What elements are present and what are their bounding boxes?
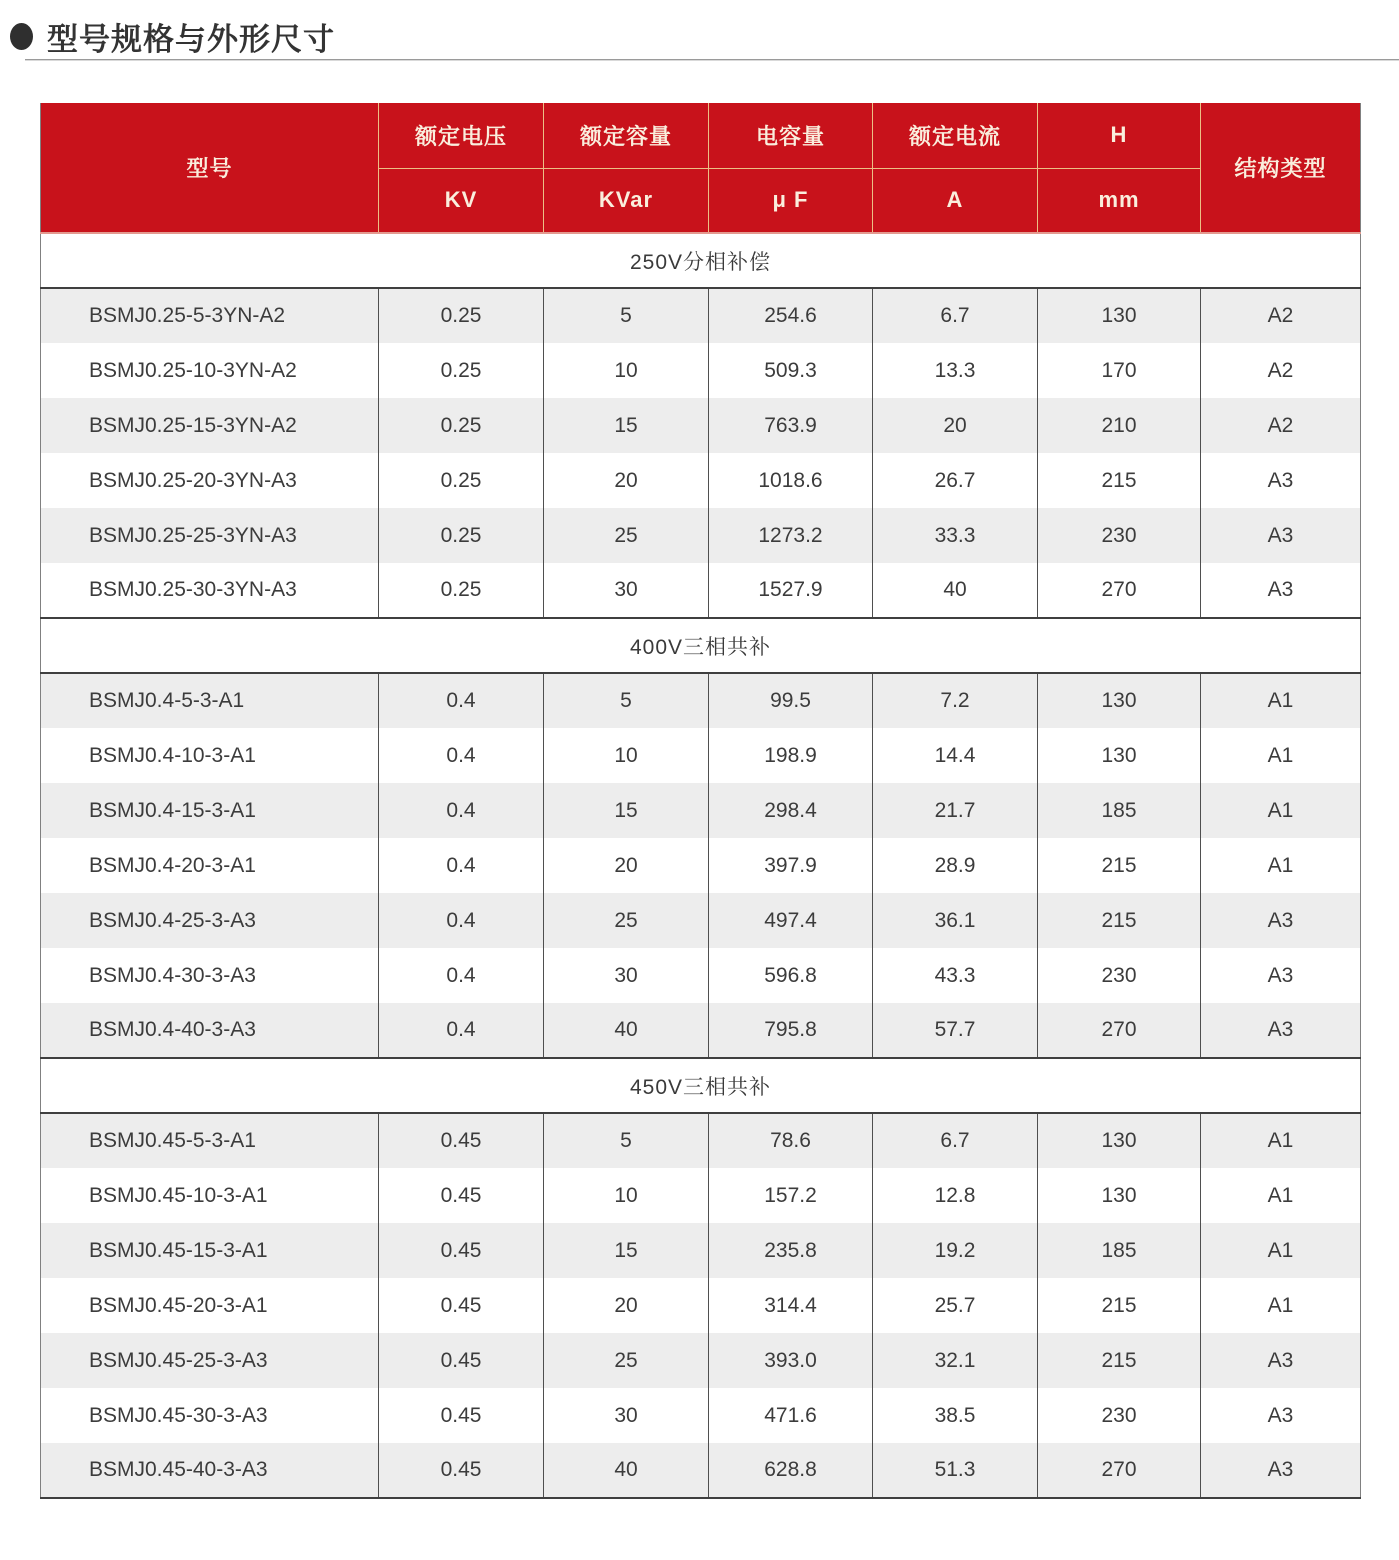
capacitance-cell: 314.4 xyxy=(709,1278,873,1333)
column-header-structure: 结构类型 xyxy=(1201,103,1361,233)
model-cell: BSMJ0.45-25-3-A3 xyxy=(89,1348,268,1372)
current-cell: 13.3 xyxy=(873,343,1038,398)
column-header-model: 型号 xyxy=(41,103,379,233)
column-header-height: H xyxy=(1038,103,1201,168)
table-row xyxy=(41,838,1361,893)
capacitance-cell: 198.9 xyxy=(709,728,873,783)
structure-cell: A3 xyxy=(1201,893,1361,948)
table-row xyxy=(41,453,1361,508)
current-cell: 14.4 xyxy=(873,728,1038,783)
current-cell: 36.1 xyxy=(873,893,1038,948)
current-cell: 26.7 xyxy=(873,453,1038,508)
structure-cell: A3 xyxy=(1201,1333,1361,1388)
table-row xyxy=(41,1333,1361,1388)
capacitance-cell: 497.4 xyxy=(709,893,873,948)
current-cell: 38.5 xyxy=(873,1388,1038,1443)
capacitance-cell: 397.9 xyxy=(709,838,873,893)
structure-cell: A2 xyxy=(1201,343,1361,398)
column-header-rated-capacity: 额定容量 xyxy=(544,103,709,168)
current-cell: 40 xyxy=(873,563,1038,618)
capacitance-cell: 254.6 xyxy=(709,288,873,343)
model-cell: BSMJ0.4-25-3-A3 xyxy=(89,908,256,932)
voltage-cell: 0.45 xyxy=(379,1388,544,1443)
current-cell: 51.3 xyxy=(873,1443,1038,1498)
capacity-cell: 30 xyxy=(544,1388,709,1443)
table-row xyxy=(41,783,1361,838)
structure-cell: A1 xyxy=(1201,673,1361,728)
voltage-cell: 0.45 xyxy=(379,1113,544,1168)
model-cell: BSMJ0.25-25-3YN-A3 xyxy=(89,523,297,547)
current-cell: 21.7 xyxy=(873,783,1038,838)
bullet-icon xyxy=(10,23,33,50)
voltage-cell: 0.4 xyxy=(379,893,544,948)
table-row xyxy=(41,1113,1361,1168)
model-cell: BSMJ0.25-30-3YN-A3 xyxy=(89,578,297,601)
table-row xyxy=(41,728,1361,783)
capacity-cell: 15 xyxy=(544,398,709,453)
structure-cell: A3 xyxy=(1201,453,1361,508)
table-header xyxy=(41,103,1361,233)
height-cell: 215 xyxy=(1038,838,1201,893)
current-cell: 43.3 xyxy=(873,948,1038,1003)
capacity-cell: 30 xyxy=(544,948,709,1003)
page-title: 型号规格与外形尺寸 xyxy=(47,22,335,57)
capacity-cell: 20 xyxy=(544,1278,709,1333)
model-cell: BSMJ0.4-30-3-A3 xyxy=(89,963,256,987)
voltage-cell: 0.45 xyxy=(379,1168,544,1223)
table-row xyxy=(41,1388,1361,1443)
height-cell: 130 xyxy=(1038,728,1201,783)
structure-cell: A1 xyxy=(1201,783,1361,838)
structure-cell: A2 xyxy=(1201,288,1361,343)
table-row xyxy=(41,563,1361,618)
model-cell: BSMJ0.45-10-3-A1 xyxy=(89,1183,268,1207)
capacity-cell: 15 xyxy=(544,1223,709,1278)
capacitance-cell: 78.6 xyxy=(709,1113,873,1168)
section-header-row xyxy=(41,233,1361,288)
model-cell: BSMJ0.45-5-3-A1 xyxy=(89,1129,256,1152)
voltage-cell: 0.4 xyxy=(379,948,544,1003)
voltage-cell: 0.4 xyxy=(379,1003,544,1058)
height-cell: 230 xyxy=(1038,948,1201,1003)
model-cell: BSMJ0.4-15-3-A1 xyxy=(89,798,256,822)
structure-cell: A1 xyxy=(1201,1223,1361,1278)
capacity-cell: 15 xyxy=(544,783,709,838)
height-cell: 215 xyxy=(1038,453,1201,508)
capacitance-cell: 1018.6 xyxy=(709,453,873,508)
capacitance-cell: 393.0 xyxy=(709,1333,873,1388)
structure-cell: A3 xyxy=(1201,1388,1361,1443)
capacitance-cell: 596.8 xyxy=(709,948,873,1003)
height-cell: 130 xyxy=(1038,288,1201,343)
capacity-cell: 5 xyxy=(544,288,709,343)
voltage-cell: 0.25 xyxy=(379,398,544,453)
structure-cell: A3 xyxy=(1201,563,1361,618)
table-row xyxy=(41,893,1361,948)
model-cell: BSMJ0.4-5-3-A1 xyxy=(89,689,245,712)
height-cell: 130 xyxy=(1038,673,1201,728)
capacitance-cell: 1273.2 xyxy=(709,508,873,563)
height-cell: 270 xyxy=(1038,1443,1201,1498)
table-row xyxy=(41,288,1361,343)
section-title: 250V分相补偿 xyxy=(41,233,1361,288)
table-row xyxy=(41,1443,1361,1498)
current-cell: 20 xyxy=(873,398,1038,453)
voltage-cell: 0.4 xyxy=(379,838,544,893)
column-header-capacitance: 电容量 xyxy=(709,103,873,168)
capacitance-cell: 99.5 xyxy=(709,673,873,728)
section-title: 400V三相共补 xyxy=(41,618,1361,673)
capacity-cell: 40 xyxy=(544,1443,709,1498)
voltage-cell: 0.25 xyxy=(379,508,544,563)
section-header-row xyxy=(41,1058,1361,1113)
height-cell: 130 xyxy=(1038,1168,1201,1223)
capacity-cell: 20 xyxy=(544,838,709,893)
current-cell: 28.9 xyxy=(873,838,1038,893)
model-cell: BSMJ0.45-30-3-A3 xyxy=(89,1403,268,1427)
voltage-cell: 0.25 xyxy=(379,343,544,398)
capacity-cell: 20 xyxy=(544,453,709,508)
column-unit-kv: KV xyxy=(379,168,544,233)
table-row xyxy=(41,1003,1361,1058)
capacity-cell: 25 xyxy=(544,893,709,948)
voltage-cell: 0.45 xyxy=(379,1223,544,1278)
voltage-cell: 0.45 xyxy=(379,1443,544,1498)
column-unit-kvar: KVar xyxy=(544,168,709,233)
height-cell: 130 xyxy=(1038,1113,1201,1168)
model-cell: BSMJ0.25-5-3YN-A2 xyxy=(89,304,286,327)
capacitance-cell: 157.2 xyxy=(709,1168,873,1223)
model-cell: BSMJ0.4-40-3-A3 xyxy=(89,1018,256,1041)
model-cell: BSMJ0.45-20-3-A1 xyxy=(89,1293,268,1317)
column-header-rated-voltage: 额定电压 xyxy=(379,103,544,168)
structure-cell: A3 xyxy=(1201,1443,1361,1498)
capacity-cell: 30 xyxy=(544,563,709,618)
table-row xyxy=(41,1168,1361,1223)
height-cell: 185 xyxy=(1038,1223,1201,1278)
column-unit-uf: μ F xyxy=(709,168,873,233)
spec-table xyxy=(40,103,1361,1499)
capacitance-cell: 471.6 xyxy=(709,1388,873,1443)
table-row xyxy=(41,398,1361,453)
section-title: 450V三相共补 xyxy=(41,1058,1361,1113)
model-cell: BSMJ0.45-40-3-A3 xyxy=(89,1458,268,1481)
capacitance-cell: 235.8 xyxy=(709,1223,873,1278)
structure-cell: A3 xyxy=(1201,1003,1361,1058)
table-row xyxy=(41,343,1361,398)
height-cell: 215 xyxy=(1038,893,1201,948)
capacity-cell: 5 xyxy=(544,1113,709,1168)
height-cell: 230 xyxy=(1038,1388,1201,1443)
capacitance-cell: 509.3 xyxy=(709,343,873,398)
voltage-cell: 0.25 xyxy=(379,288,544,343)
title-divider xyxy=(25,59,1399,61)
height-cell: 215 xyxy=(1038,1278,1201,1333)
current-cell: 33.3 xyxy=(873,508,1038,563)
voltage-cell: 0.4 xyxy=(379,783,544,838)
table-row xyxy=(41,673,1361,728)
height-cell: 270 xyxy=(1038,563,1201,618)
current-cell: 19.2 xyxy=(873,1223,1038,1278)
table-row xyxy=(41,508,1361,563)
column-header-rated-current: 额定电流 xyxy=(873,103,1038,168)
capacitance-cell: 763.9 xyxy=(709,398,873,453)
voltage-cell: 0.25 xyxy=(379,453,544,508)
column-unit-mm: mm xyxy=(1038,168,1201,233)
height-cell: 210 xyxy=(1038,398,1201,453)
structure-cell: A3 xyxy=(1201,508,1361,563)
table-body xyxy=(41,233,1361,1498)
table-row xyxy=(41,1278,1361,1333)
model-cell: BSMJ0.25-10-3YN-A2 xyxy=(89,358,297,382)
current-cell: 32.1 xyxy=(873,1333,1038,1388)
height-cell: 170 xyxy=(1038,343,1201,398)
structure-cell: A1 xyxy=(1201,1168,1361,1223)
model-cell: BSMJ0.4-20-3-A1 xyxy=(89,853,256,877)
model-cell: BSMJ0.4-10-3-A1 xyxy=(89,743,256,767)
column-unit-a: A xyxy=(873,168,1038,233)
height-cell: 185 xyxy=(1038,783,1201,838)
voltage-cell: 0.4 xyxy=(379,728,544,783)
structure-cell: A1 xyxy=(1201,1278,1361,1333)
voltage-cell: 0.45 xyxy=(379,1278,544,1333)
table-row xyxy=(41,1223,1361,1278)
height-cell: 215 xyxy=(1038,1333,1201,1388)
current-cell: 12.8 xyxy=(873,1168,1038,1223)
capacity-cell: 10 xyxy=(544,1168,709,1223)
model-cell: BSMJ0.45-15-3-A1 xyxy=(89,1238,268,1262)
structure-cell: A3 xyxy=(1201,948,1361,1003)
structure-cell: A2 xyxy=(1201,398,1361,453)
model-cell: BSMJ0.25-15-3YN-A2 xyxy=(89,413,297,437)
capacity-cell: 40 xyxy=(544,1003,709,1058)
voltage-cell: 0.4 xyxy=(379,673,544,728)
section-header-row xyxy=(41,618,1361,673)
capacitance-cell: 628.8 xyxy=(709,1443,873,1498)
height-cell: 230 xyxy=(1038,508,1201,563)
table-row xyxy=(41,948,1361,1003)
voltage-cell: 0.25 xyxy=(379,563,544,618)
current-cell: 57.7 xyxy=(873,1003,1038,1058)
height-cell: 270 xyxy=(1038,1003,1201,1058)
capacity-cell: 25 xyxy=(544,1333,709,1388)
current-cell: 6.7 xyxy=(873,1113,1038,1168)
capacity-cell: 25 xyxy=(544,508,709,563)
model-cell: BSMJ0.25-20-3YN-A3 xyxy=(89,468,297,492)
current-cell: 7.2 xyxy=(873,673,1038,728)
structure-cell: A1 xyxy=(1201,1113,1361,1168)
capacitance-cell: 1527.9 xyxy=(709,563,873,618)
section-heading xyxy=(10,14,335,59)
capacity-cell: 5 xyxy=(544,673,709,728)
capacity-cell: 10 xyxy=(544,343,709,398)
structure-cell: A1 xyxy=(1201,728,1361,783)
capacitance-cell: 795.8 xyxy=(709,1003,873,1058)
current-cell: 25.7 xyxy=(873,1278,1038,1333)
current-cell: 6.7 xyxy=(873,288,1038,343)
voltage-cell: 0.45 xyxy=(379,1333,544,1388)
capacitance-cell: 298.4 xyxy=(709,783,873,838)
structure-cell: A1 xyxy=(1201,838,1361,893)
capacity-cell: 10 xyxy=(544,728,709,783)
